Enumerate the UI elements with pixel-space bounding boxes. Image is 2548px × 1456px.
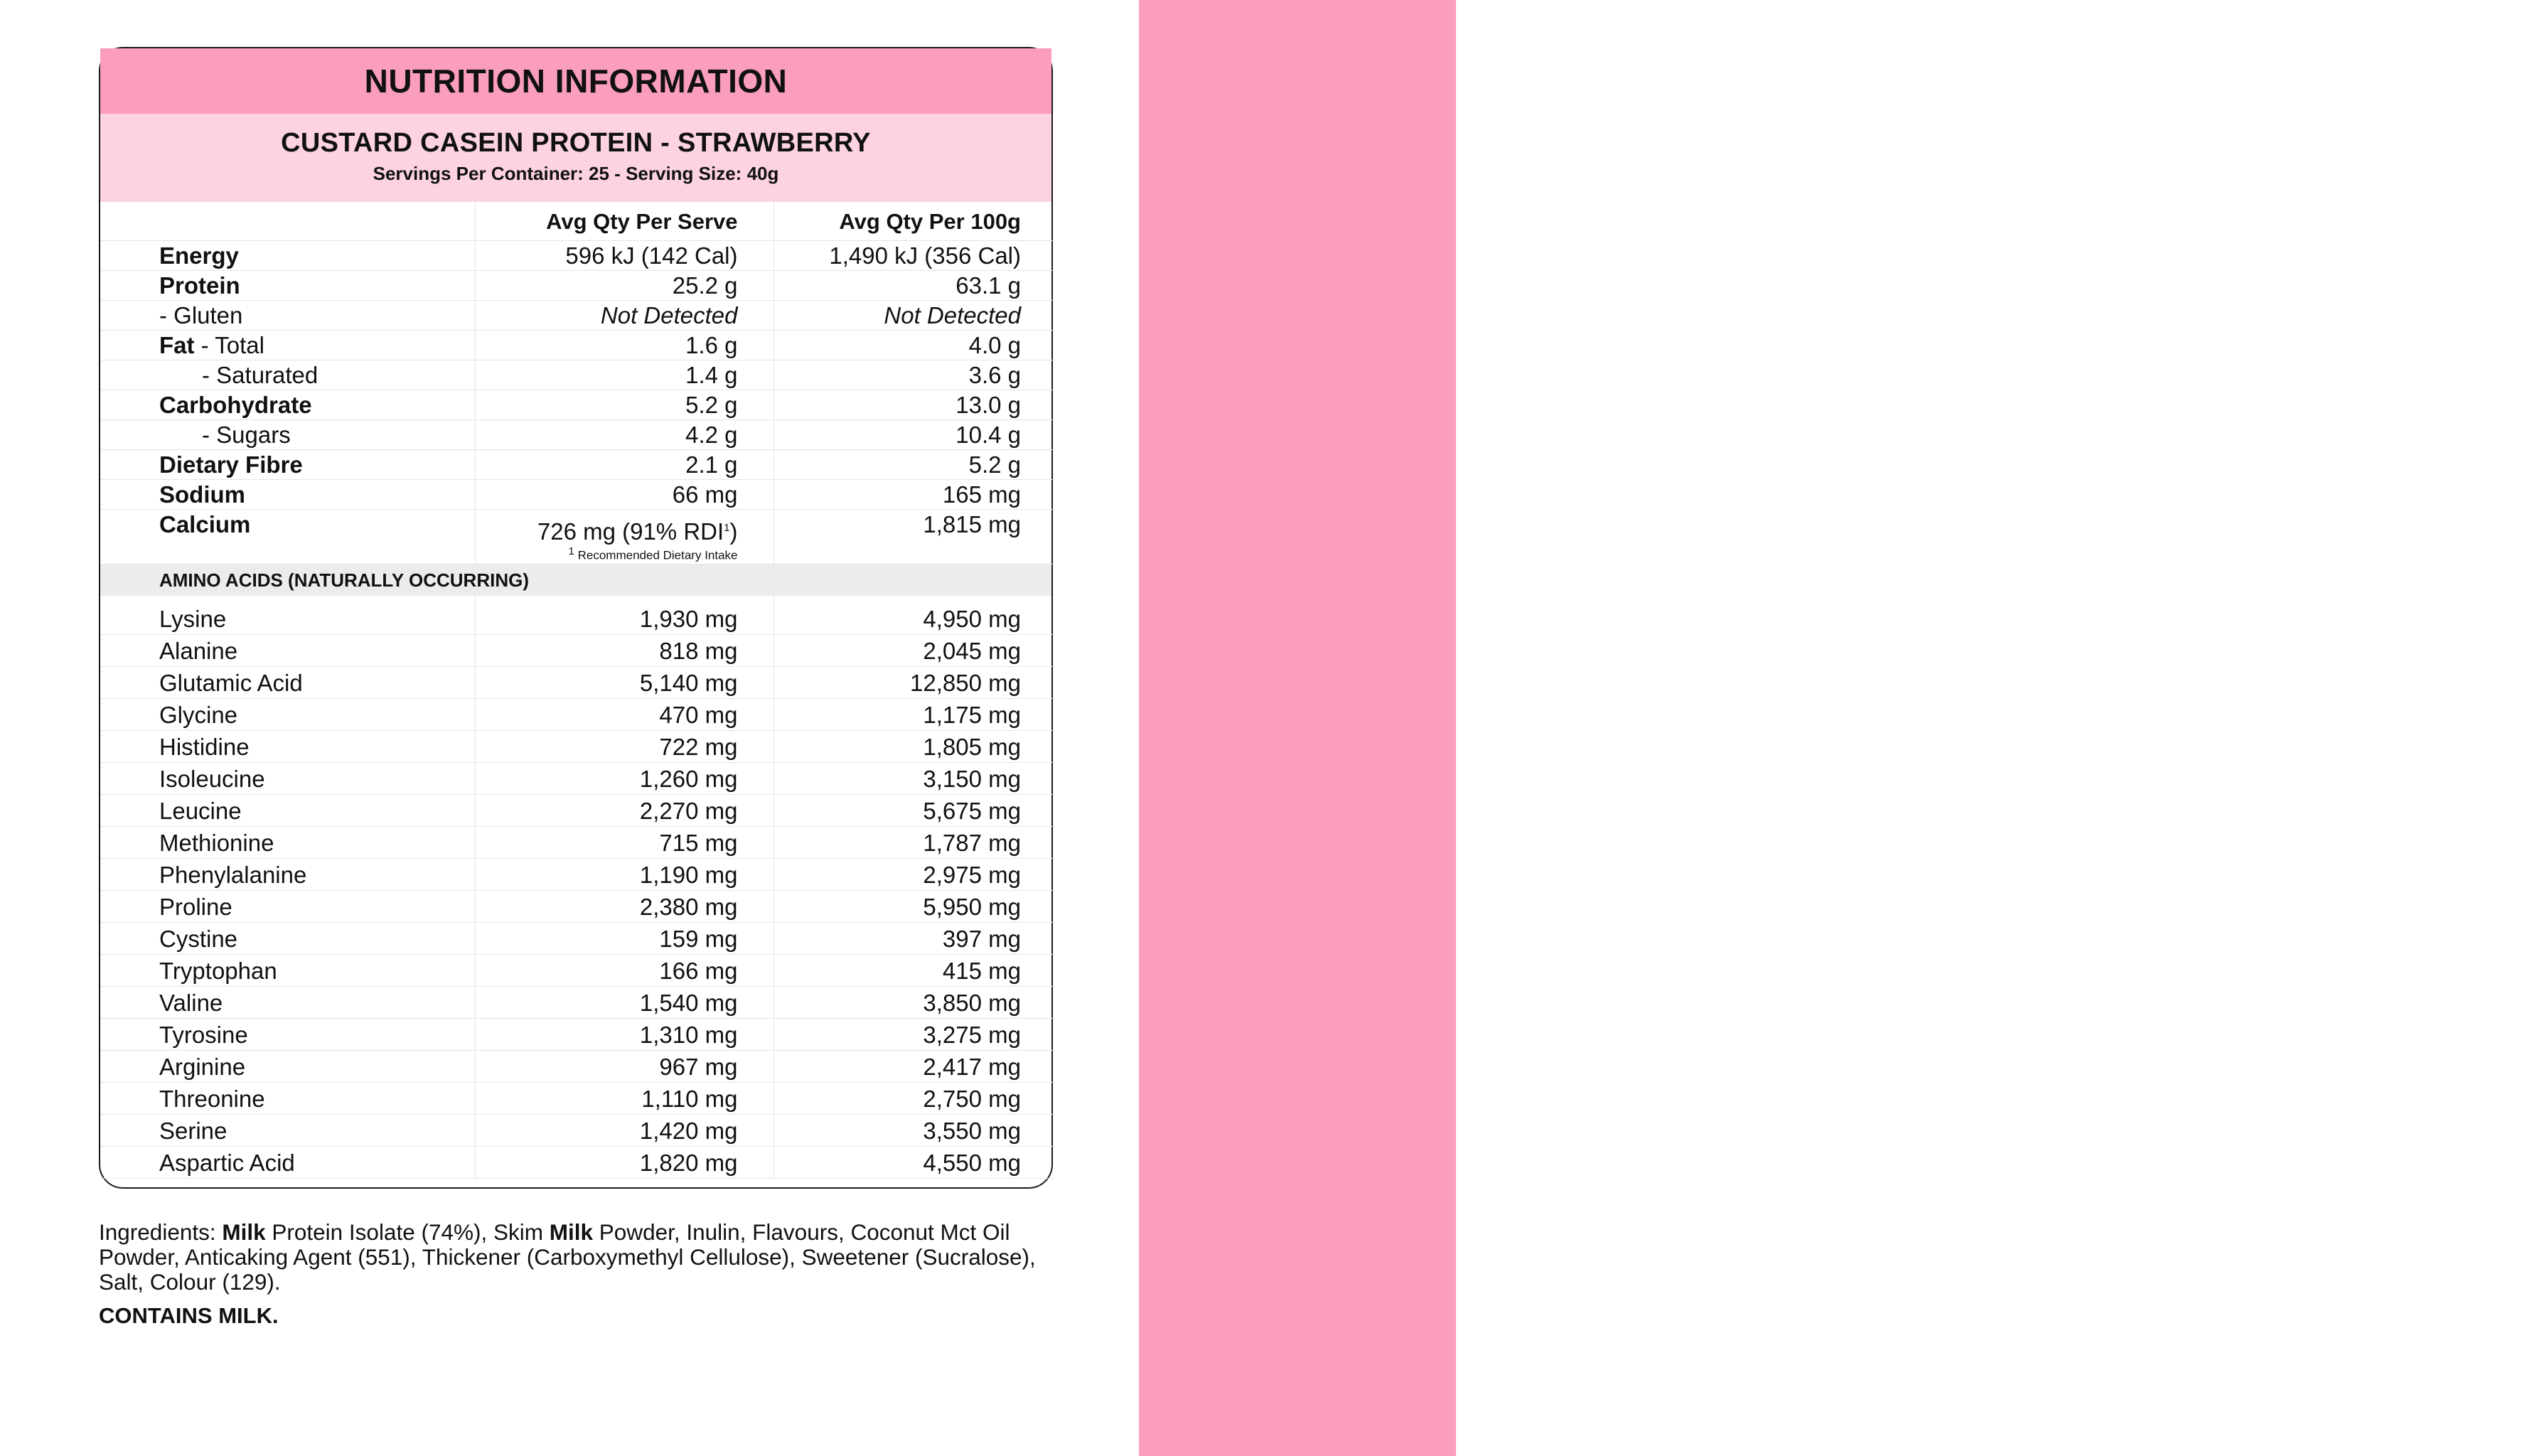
ingredients-text xyxy=(99,1220,1051,1295)
product-header xyxy=(100,114,1051,202)
allergen-milk: Milk xyxy=(549,1219,594,1245)
ingredients-part: Protein Isolate (74%), Skim xyxy=(265,1219,550,1245)
amino-acid-per-serve: 1,540 mg xyxy=(475,987,774,1019)
nutrient-per-serve: 5.2 g xyxy=(475,390,774,420)
nutrient-row xyxy=(100,480,1054,510)
nutrient-row xyxy=(100,390,1054,420)
amino-acid-per-serve: 1,190 mg xyxy=(475,859,774,891)
serving-info: Servings Per Container: 25 - Serving Size: 40g xyxy=(373,163,779,184)
amino-acid-name: Phenylalanine xyxy=(100,859,475,891)
nutrient-label: Protein xyxy=(100,271,475,301)
amino-acids-header: AMINO ACIDS (NATURALLY OCCURRING) xyxy=(100,564,1051,596)
allergen-milk: Milk xyxy=(222,1219,266,1245)
amino-acid-row xyxy=(100,1019,1054,1051)
amino-acid-per-serve: 1,260 mg xyxy=(475,763,774,795)
amino-acid-per-serve: 166 mg xyxy=(475,955,774,987)
ingredients-prefix: Ingredients: xyxy=(99,1219,223,1245)
nutrient-table xyxy=(100,202,1054,564)
amino-acid-row xyxy=(100,635,1054,667)
amino-acid-per-100g: 397 mg xyxy=(774,923,1054,955)
nutrient-row xyxy=(100,450,1054,480)
amino-acid-per-serve: 818 mg xyxy=(475,635,774,667)
amino-acid-per-serve: 1,930 mg xyxy=(475,603,774,635)
panel-title: NUTRITION INFORMATION xyxy=(100,48,1051,114)
amino-acid-per-100g: 3,850 mg xyxy=(774,987,1054,1019)
nutrient-per-100g: Not Detected xyxy=(774,301,1054,331)
nutrition-panel xyxy=(99,47,1053,1189)
amino-acid-name: Threonine xyxy=(100,1083,475,1115)
amino-acid-row xyxy=(100,827,1054,859)
nutrient-label: Sodium xyxy=(100,480,475,510)
amino-acid-row xyxy=(100,923,1054,955)
amino-acid-name: Serine xyxy=(100,1115,475,1147)
col-header-per-100g: Avg Qty Per 100g xyxy=(774,202,1054,241)
amino-acid-row xyxy=(100,667,1054,699)
amino-acid-name: Lysine xyxy=(100,603,475,635)
amino-acid-row xyxy=(100,603,1054,635)
nutrient-per-serve: 596 kJ (142 Cal) xyxy=(475,241,774,271)
amino-acid-per-serve: 1,420 mg xyxy=(475,1115,774,1147)
amino-acid-per-100g: 2,045 mg xyxy=(774,635,1054,667)
amino-acid-row xyxy=(100,987,1054,1019)
amino-acid-per-100g: 2,417 mg xyxy=(774,1051,1054,1083)
nutrient-label-main: Fat xyxy=(159,332,195,358)
footnote-marker: 1 xyxy=(724,522,730,534)
calcium-serve-close: ) xyxy=(729,518,738,545)
nutrient-per-serve xyxy=(475,510,774,564)
nutrient-label: Dietary Fibre xyxy=(100,450,475,480)
amino-acid-per-100g: 2,750 mg xyxy=(774,1083,1054,1115)
amino-acid-row xyxy=(100,795,1054,827)
amino-acid-per-100g: 3,150 mg xyxy=(774,763,1054,795)
nutrient-row xyxy=(100,301,1054,331)
amino-acid-per-100g: 5,675 mg xyxy=(774,795,1054,827)
amino-acid-per-100g: 12,850 mg xyxy=(774,667,1054,699)
nutrient-per-serve: 25.2 g xyxy=(475,271,774,301)
nutrient-per-serve: 2.1 g xyxy=(475,450,774,480)
amino-acid-table xyxy=(100,596,1054,1179)
table-spacer xyxy=(100,596,1054,603)
nutrient-per-serve: 4.2 g xyxy=(475,420,774,450)
amino-acid-name: Tryptophan xyxy=(100,955,475,987)
nutrient-per-100g: 1,815 mg xyxy=(774,510,1054,564)
nutrient-label: - Saturated xyxy=(100,360,475,390)
footnote-marker: 1 xyxy=(568,545,574,557)
column-header-row xyxy=(100,202,1054,241)
amino-acid-name: Isoleucine xyxy=(100,763,475,795)
amino-acid-row xyxy=(100,731,1054,763)
amino-acid-per-100g: 2,975 mg xyxy=(774,859,1054,891)
amino-acid-per-100g: 5,950 mg xyxy=(774,891,1054,923)
amino-acid-name: Leucine xyxy=(100,795,475,827)
nutrient-per-serve: Not Detected xyxy=(475,301,774,331)
nutrient-row xyxy=(100,420,1054,450)
amino-acid-name: Aspartic Acid xyxy=(100,1147,475,1179)
flavor-vertical-label: STRAWBERRY xyxy=(2324,11,2548,1439)
amino-acid-row xyxy=(100,1147,1054,1179)
amino-acid-per-100g: 1,805 mg xyxy=(774,731,1054,763)
nutrient-per-100g: 3.6 g xyxy=(774,360,1054,390)
nutrient-per-100g: 63.1 g xyxy=(774,271,1054,301)
amino-acid-name: Proline xyxy=(100,891,475,923)
amino-acid-per-100g: 3,550 mg xyxy=(774,1115,1054,1147)
amino-acid-per-serve: 2,270 mg xyxy=(475,795,774,827)
amino-acid-row xyxy=(100,699,1054,731)
side-color-band xyxy=(1139,0,2548,1456)
rdi-footnote xyxy=(476,546,738,562)
amino-acid-per-serve: 2,380 mg xyxy=(475,891,774,923)
amino-acid-name: Alanine xyxy=(100,635,475,667)
nutrient-per-100g: 5.2 g xyxy=(774,450,1054,480)
nutrient-per-100g: 13.0 g xyxy=(774,390,1054,420)
nutrient-per-100g: 1,490 kJ (356 Cal) xyxy=(774,241,1054,271)
amino-acid-name: Tyrosine xyxy=(100,1019,475,1051)
amino-acid-per-serve: 715 mg xyxy=(475,827,774,859)
amino-acid-name: Methionine xyxy=(100,827,475,859)
ingredients-part: Powder, Inulin, Flavours, Coconut Mct Oil Powder, Anticaking Agent (551), Thickener (Carboxymethyl Cellulose), Sweetener (Sucralose), Salt, Colour (129). xyxy=(99,1219,1036,1295)
product-name: CUSTARD CASEIN PROTEIN - STRAWBERRY xyxy=(281,128,871,158)
amino-acid-row xyxy=(100,763,1054,795)
nutrient-per-serve: 66 mg xyxy=(475,480,774,510)
amino-acid-per-serve: 159 mg xyxy=(475,923,774,955)
amino-acid-per-100g: 4,550 mg xyxy=(774,1147,1054,1179)
amino-acid-name: Histidine xyxy=(100,731,475,763)
nutrient-row xyxy=(100,241,1054,271)
amino-acid-per-100g: 415 mg xyxy=(774,955,1054,987)
nutrient-row xyxy=(100,331,1054,360)
footnote-text: Recommended Dietary Intake xyxy=(574,548,738,562)
calcium-serve-value: 726 mg (91% RDI xyxy=(537,518,724,545)
amino-acid-row xyxy=(100,891,1054,923)
nutrient-row xyxy=(100,271,1054,301)
amino-acid-name: Arginine xyxy=(100,1051,475,1083)
amino-acid-per-serve: 967 mg xyxy=(475,1051,774,1083)
amino-acid-row xyxy=(100,1083,1054,1115)
nutrient-row xyxy=(100,360,1054,390)
amino-acid-per-100g: 1,787 mg xyxy=(774,827,1054,859)
amino-acid-row xyxy=(100,955,1054,987)
amino-acid-row xyxy=(100,859,1054,891)
nutrient-label: - Sugars xyxy=(100,420,475,450)
amino-acid-per-serve: 470 mg xyxy=(475,699,774,731)
nutrient-per-100g: 4.0 g xyxy=(774,331,1054,360)
amino-acid-per-100g: 4,950 mg xyxy=(774,603,1054,635)
nutrient-per-100g: 10.4 g xyxy=(774,420,1054,450)
allergen-statement: CONTAINS MILK. xyxy=(99,1303,279,1328)
amino-acid-per-serve: 1,310 mg xyxy=(475,1019,774,1051)
nutrient-label: - Gluten xyxy=(100,301,475,331)
nutrient-per-serve: 1.6 g xyxy=(475,331,774,360)
amino-acid-row xyxy=(100,1051,1054,1083)
amino-acid-per-serve: 1,820 mg xyxy=(475,1147,774,1179)
amino-acid-name: Cystine xyxy=(100,923,475,955)
amino-acid-per-serve: 722 mg xyxy=(475,731,774,763)
nutrient-label: Calcium xyxy=(100,510,475,564)
amino-acid-per-serve: 5,140 mg xyxy=(475,667,774,699)
nutrient-label xyxy=(100,331,475,360)
amino-acid-per-serve: 1,110 mg xyxy=(475,1083,774,1115)
calcium-row xyxy=(100,510,1054,564)
col-header-per-serve: Avg Qty Per Serve xyxy=(475,202,774,241)
nutrient-per-serve: 1.4 g xyxy=(475,360,774,390)
amino-acid-per-100g: 3,275 mg xyxy=(774,1019,1054,1051)
amino-acid-per-100g: 1,175 mg xyxy=(774,699,1054,731)
nutrient-label-suffix: - Total xyxy=(194,332,264,358)
amino-acid-name: Glycine xyxy=(100,699,475,731)
amino-acid-name: Valine xyxy=(100,987,475,1019)
nutrient-label: Carbohydrate xyxy=(100,390,475,420)
nutrient-per-100g: 165 mg xyxy=(774,480,1054,510)
amino-acid-name: Glutamic Acid xyxy=(100,667,475,699)
amino-acid-row xyxy=(100,1115,1054,1147)
nutrient-label: Energy xyxy=(100,241,475,271)
